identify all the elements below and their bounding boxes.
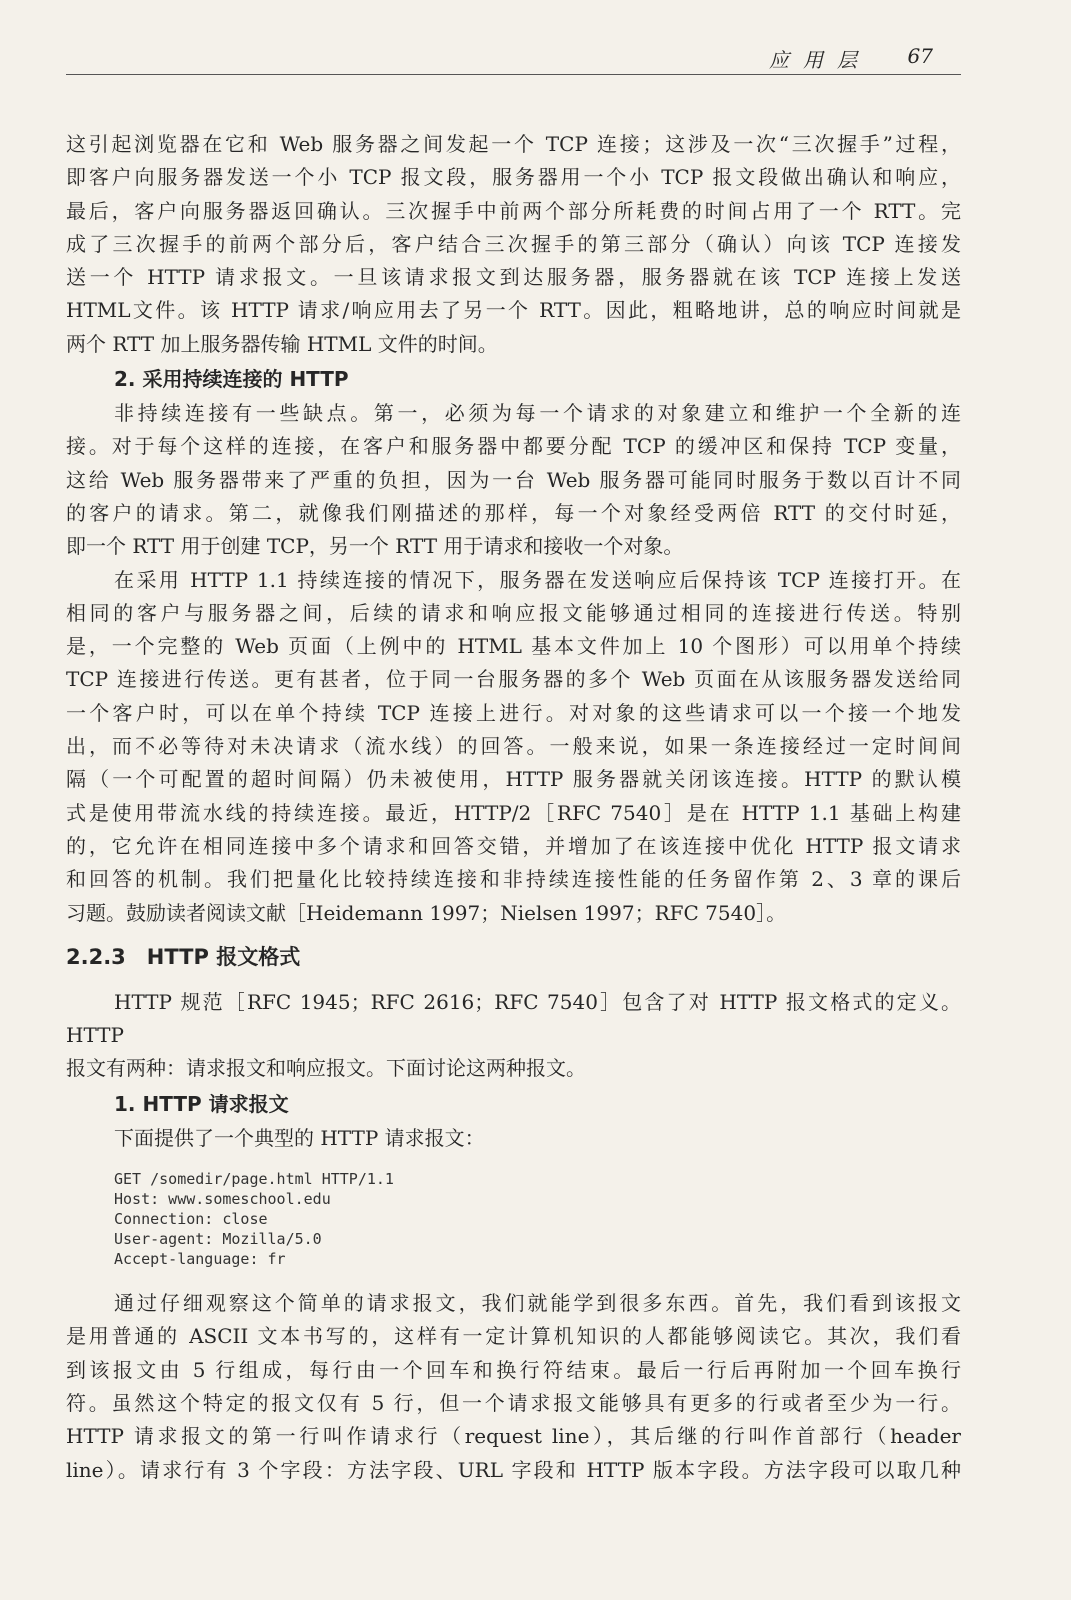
text-line: 即客户向服务器发送一个小 TCP 报文段，服务器用一个小 TCP 报文段做出确认和响应，	[66, 165, 961, 190]
paragraph-request-analysis	[66, 1287, 961, 1487]
text-line: 接。对于每个这样的连接，在客户和服务器中都要分配 TCP 的缓冲区和保持 TCP 变量，	[66, 434, 961, 459]
text-line: 的，它允许在相同连接中多个请求和回答交错，并增加了在该连接中优化 HTTP 报文请求	[66, 833, 961, 858]
text-line: 式是使用带流水线的持续连接。最近，HTTP/2［RFC 7540］是在 HTTP 1.1 基础上构建	[66, 800, 961, 825]
code-line: Host: www.someschool.edu	[114, 1190, 331, 1209]
text-line: 是用普通的 ASCII 文本书写的，这样有一定计算机知识的人都能够阅读它。其次，我们看	[66, 1324, 961, 1349]
text-line: HTTP 请求报文的第一行叫作请求行（request line），其后继的行叫作首部行（header	[66, 1424, 961, 1449]
text-line: HTML文件。该 HTTP 请求/响应用去了另一个 RTT。因此，粗略地讲，总的响应时间就是	[66, 298, 961, 323]
chapter-title: 应用层	[769, 48, 871, 72]
text-line: 到该报文由 5 行组成，每行由一个回车和换行符结束。最后一行后再附加一个回车换行	[66, 1357, 961, 1382]
code-line: Connection: close	[114, 1210, 268, 1229]
paragraph-persistent-connections	[66, 564, 961, 930]
code-line: User-agent: Mozilla/5.0	[114, 1230, 322, 1249]
text-line: 成了三次握手的前两个部分后，客户结合三次握手的第三部分（确认）向该 TCP 连接发	[66, 231, 961, 256]
text-line: 一个客户时，可以在单个持续 TCP 连接上进行。对对象的这些请求可以一个接一个地发	[66, 700, 961, 725]
text-line: HTTP 规范［RFC 1945；RFC 2616；RFC 7540］包含了对 HTTP 报文格式的定义。HTTP	[66, 989, 961, 1048]
text-line: 习题。鼓励读者阅读文献［Heidemann 1997；Nielsen 1997；RFC 7540］。	[66, 900, 787, 925]
running-header	[66, 44, 961, 75]
text-line: 符。虽然这个特定的报文仅有 5 行，但一个请求报文能够具有更多的行或者至少为一行。	[66, 1390, 961, 1415]
text-line: 是，一个完整的 Web 页面（上例中的 HTML 基本文件加上 10 个图形）可以用单个持续	[66, 634, 961, 659]
paragraph-rtt	[66, 128, 961, 361]
text-line: line）。请求行有 3 个字段：方法字段、URL 字段和 HTTP 版本字段。方法字段可以取几种	[66, 1457, 961, 1482]
page-body	[66, 128, 961, 1487]
text-line: 最后，客户向服务器返回确认。三次握手中前两个部分所耗费的时间占用了一个 RTT。完	[66, 198, 961, 223]
text-line: 这引起浏览器在它和 Web 服务器之间发起一个 TCP 连接；这涉及一次“三次握手”过程，	[66, 132, 961, 156]
code-block-request	[114, 1169, 961, 1269]
text-line: 隔（一个可配置的超时间隔）仍未被使用，HTTP 服务器就关闭该连接。HTTP 的默认模	[66, 767, 961, 792]
section-heading-message-format: 2.2.3 HTTP 报文格式	[66, 944, 301, 969]
text-line: 报文有两种：请求报文和响应报文。下面讨论这两种报文。	[66, 1056, 586, 1081]
text-line: 通过仔细观察这个简单的请求报文，我们就能学到很多东西。首先，我们看到该报文	[114, 1291, 961, 1316]
text-line: 这给 Web 服务器带来了严重的负担，因为一台 Web 服务器可能同时服务于数以百计不同	[66, 467, 961, 492]
text-line: 出，而不必等待对未决请求（流水线）的回答。一般来说，如果一条连接经过一定时间间	[66, 734, 961, 759]
text-line: 相同的客户与服务器之间，后续的请求和响应报文能够通过相同的连接进行传送。特别	[66, 600, 961, 625]
text-line: 的客户的请求。第二，就像我们刚描述的那样，每一个对象经受两倍 RTT 的交付时延，	[66, 500, 961, 525]
subheading-request-message: 1. HTTP 请求报文	[114, 1091, 289, 1116]
code-line: GET /somedir/page.html HTTP/1.1	[114, 1170, 394, 1189]
text-line: 两个 RTT 加上服务器传输 HTML 文件的时间。	[66, 331, 498, 356]
code-line: Accept-language: fr	[114, 1250, 286, 1269]
text-line: 非持续连接有一些缺点。第一，必须为每一个请求的对象建立和维护一个全新的连	[114, 401, 961, 426]
text-line: 在采用 HTTP 1.1 持续连接的情况下，服务器在发送响应后保持该 TCP 连接打开。在	[114, 567, 961, 592]
text-line: 和回答的机制。我们把量化比较持续连接和非持续连接性能的任务留作第 2、3 章的课后	[66, 867, 961, 892]
paragraph-example-intro: 下面提供了一个典型的 HTTP 请求报文：	[114, 1125, 485, 1150]
text-line: 即一个 RTT 用于创建 TCP，另一个 RTT 用于请求和接收一个对象。	[66, 534, 684, 559]
paragraph-message-types	[66, 986, 961, 1086]
text-line: TCP 连接进行传送。更有甚者，位于同一台服务器的多个 Web 页面在从该服务器发送给同	[66, 667, 961, 692]
subheading-persistent-http: 2. 采用持续连接的 HTTP	[114, 367, 349, 392]
paragraph-non-persistent-drawbacks	[66, 397, 961, 563]
text-line: 送一个 HTTP 请求报文。一旦该请求报文到达服务器，服务器就在该 TCP 连接上发送	[66, 265, 961, 290]
page-number: 67	[907, 44, 933, 68]
